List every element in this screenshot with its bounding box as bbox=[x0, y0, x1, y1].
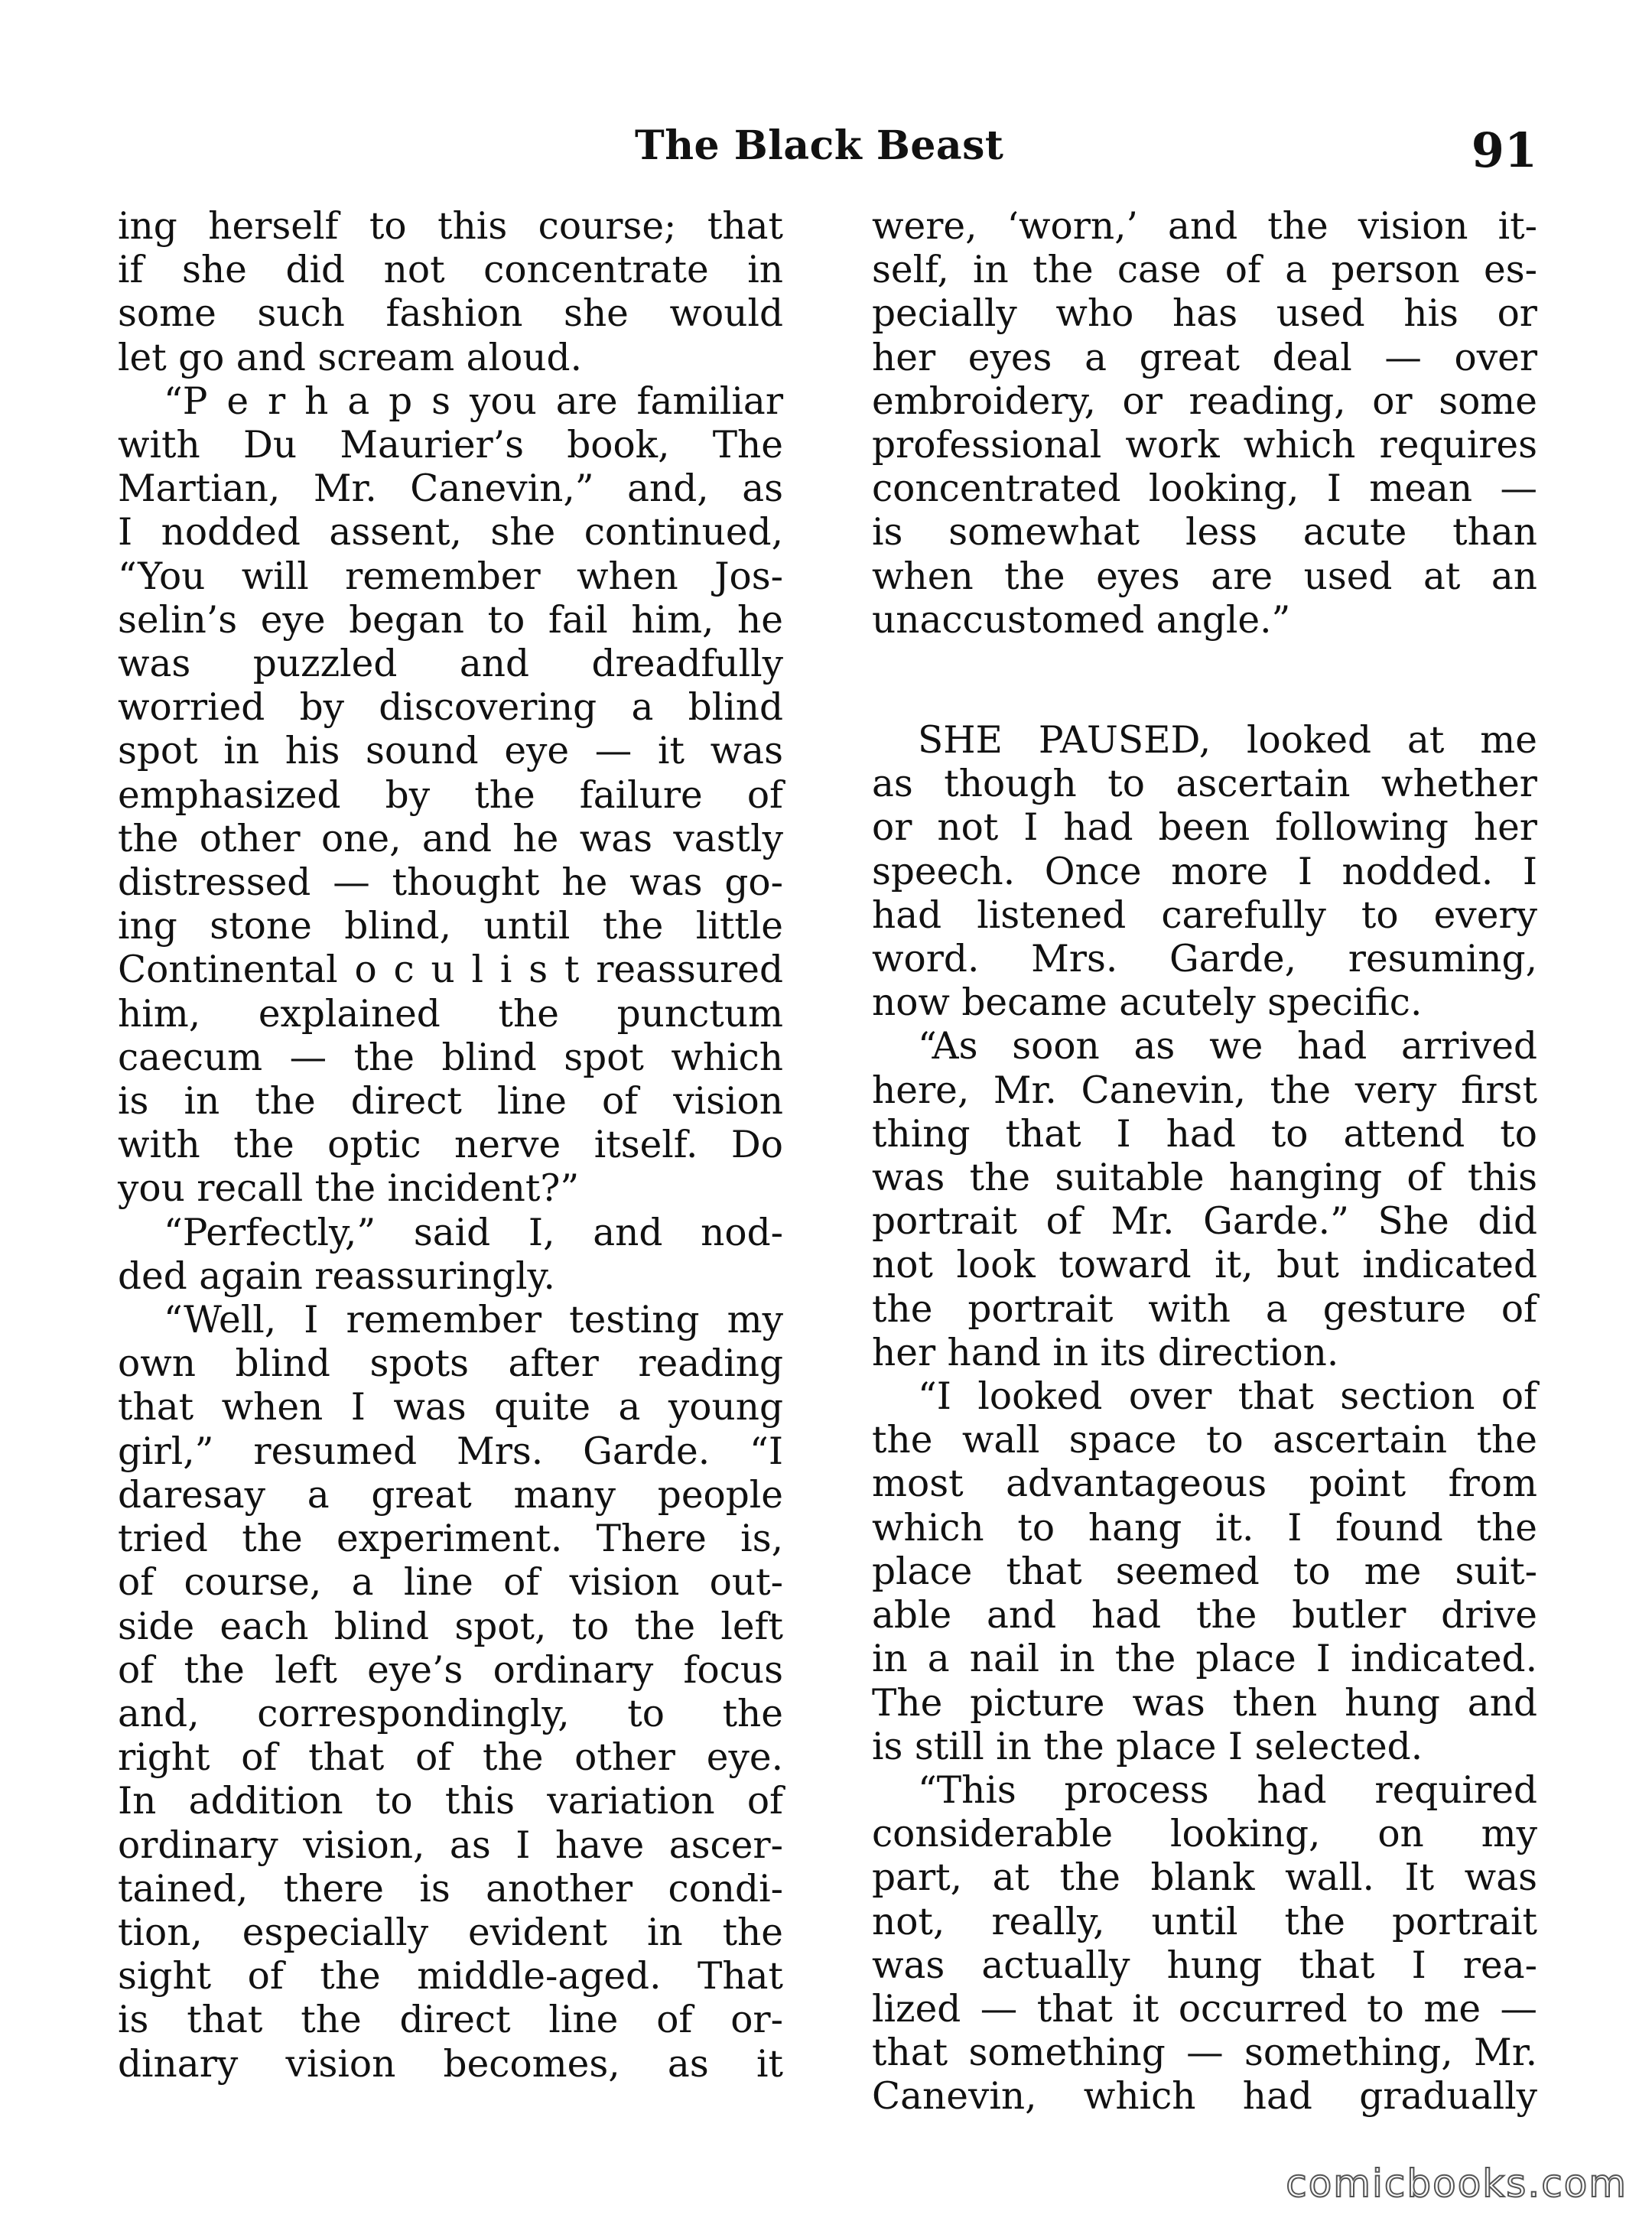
page-header bbox=[0, 122, 1652, 191]
text-line: of course, a line of vision out- bbox=[118, 1561, 783, 1605]
text-line: him, explained the punctum bbox=[118, 992, 783, 1036]
text-line: is somewhat less acute than bbox=[872, 511, 1537, 554]
text-line: with the optic nerve itself. Do bbox=[118, 1124, 783, 1167]
text-line: “This process had required bbox=[918, 1768, 1537, 1812]
text-line: tained, there is another condi- bbox=[118, 1867, 783, 1911]
text-line: part, at the blank wall. It was bbox=[872, 1856, 1537, 1900]
text-line: tried the experiment. There is, bbox=[118, 1517, 783, 1561]
text-line: I nodded assent, she continued, bbox=[118, 511, 783, 554]
text-line: ing herself to this course; that bbox=[118, 205, 783, 248]
text-line: “Well, I remember testing my bbox=[164, 1299, 783, 1342]
text-line: “Perfectly,” said I, and nod- bbox=[164, 1211, 783, 1254]
text-line: ded again reassuringly. bbox=[118, 1254, 555, 1298]
text-line: professional work which requires bbox=[872, 424, 1537, 467]
text-line: let go and scream aloud. bbox=[118, 336, 582, 379]
text-line: if she did not concentrate in bbox=[118, 249, 783, 292]
text-line: sight of the middle-aged. That bbox=[118, 1955, 783, 1998]
text-line: lized — that it occurred to me — bbox=[872, 1987, 1537, 2031]
left-text-column bbox=[118, 205, 783, 2086]
text-line: self, in the case of a person es- bbox=[872, 249, 1537, 292]
text-line: was puzzled and dreadfully bbox=[118, 642, 783, 686]
text-line: is still in the place I selected. bbox=[872, 1725, 1423, 1768]
text-line: dinary vision becomes, as it bbox=[118, 2042, 783, 2086]
text-line: speech. Once more I nodded. I bbox=[872, 850, 1537, 893]
text-line: thing that I had to attend to bbox=[872, 1112, 1537, 1156]
text-line: considerable looking, on my bbox=[872, 1813, 1537, 1856]
text-line: some such fashion she would bbox=[118, 292, 783, 336]
text-line: caecum — the blind spot which bbox=[118, 1036, 783, 1079]
text-line: distressed — thought he was go- bbox=[118, 861, 783, 905]
text-line: side each blind spot, to the left bbox=[118, 1605, 783, 1648]
right-text-column bbox=[872, 205, 1537, 2119]
text-line: were, ‘worn,’ and the vision it- bbox=[872, 205, 1537, 248]
text-line: the portrait with a gesture of bbox=[872, 1287, 1537, 1331]
text-line: was actually hung that I rea- bbox=[872, 1943, 1537, 1987]
text-line: here, Mr. Canevin, the very first bbox=[872, 1068, 1537, 1112]
text-line: “I looked over that section of bbox=[918, 1375, 1537, 1419]
watermark-logo: comicbooks.com bbox=[1286, 2161, 1628, 2206]
page-number: 91 bbox=[1471, 122, 1537, 178]
text-line: which to hang it. I found the bbox=[872, 1506, 1537, 1550]
text-line: ing stone blind, until the little bbox=[118, 905, 783, 948]
text-line: own blind spots after reading bbox=[118, 1342, 783, 1386]
text-line: “As soon as we had arrived bbox=[918, 1025, 1537, 1068]
text-line: or not I had been following her bbox=[872, 806, 1537, 850]
text-line: In addition to this variation of bbox=[118, 1780, 783, 1823]
section-gap bbox=[872, 642, 1537, 719]
text-line: is in the direct line of vision bbox=[118, 1080, 783, 1124]
text-line: selin’s eye began to fail him, he bbox=[118, 598, 783, 642]
text-line: you recall the incident?” bbox=[118, 1167, 580, 1211]
text-line: “You will remember when Jos- bbox=[118, 554, 783, 598]
text-line: had listened carefully to every bbox=[872, 893, 1537, 937]
text-line: unaccustomed angle.” bbox=[872, 598, 1291, 642]
text-line: right of that of the other eye. bbox=[118, 1736, 783, 1780]
text-line: with Du Maurier’s book, The bbox=[118, 424, 783, 467]
text-line: daresay a great many people bbox=[118, 1473, 783, 1517]
text-line: concentrated looking, I mean — bbox=[872, 467, 1537, 511]
text-line: embroidery, or reading, or some bbox=[872, 379, 1537, 423]
text-line: emphasized by the failure of bbox=[118, 773, 783, 817]
text-line: most advantageous point from bbox=[872, 1462, 1537, 1506]
text-line: not, really, until the portrait bbox=[872, 1900, 1537, 1943]
text-line: that when I was quite a young bbox=[118, 1386, 783, 1429]
text-line: spot in his sound eye — it was bbox=[118, 730, 783, 773]
text-line: SHE PAUSED, looked at me bbox=[918, 719, 1537, 763]
text-line: Martian, Mr. Canevin,” and, as bbox=[118, 467, 783, 511]
text-line: was the suitable hanging of this bbox=[872, 1156, 1537, 1200]
text-line: the other one, and he was vastly bbox=[118, 817, 783, 860]
text-line: pecially who has used his or bbox=[872, 292, 1537, 336]
text-line: her hand in its direction. bbox=[872, 1331, 1339, 1374]
text-line: the wall space to ascertain the bbox=[872, 1419, 1537, 1462]
text-line: able and had the butler drive bbox=[872, 1594, 1537, 1637]
text-line: Canevin, which had gradually bbox=[872, 2075, 1537, 2119]
text-line: not look toward it, but indicated bbox=[872, 1244, 1537, 1287]
text-line: girl,” resumed Mrs. Garde. “I bbox=[118, 1429, 783, 1473]
running-title: The Black Beast bbox=[635, 122, 1004, 169]
text-line: word. Mrs. Garde, resuming, bbox=[872, 938, 1537, 981]
text-line: tion, especially evident in the bbox=[118, 1911, 783, 1954]
text-line: that something — something, Mr. bbox=[872, 2031, 1537, 2075]
text-line: when the eyes are used at an bbox=[872, 554, 1537, 598]
text-line: portrait of Mr. Garde.” She did bbox=[872, 1200, 1537, 1244]
text-line: “P e r h a p s you are familiar bbox=[164, 379, 783, 423]
text-line: and, correspondingly, to the bbox=[118, 1692, 783, 1735]
text-line: The picture was then hung and bbox=[872, 1681, 1537, 1725]
text-line: is that the direct line of or- bbox=[118, 1998, 783, 2042]
text-line: ordinary vision, as I have ascer- bbox=[118, 1823, 783, 1867]
text-line: in a nail in the place I indicated. bbox=[872, 1637, 1537, 1681]
text-line: as though to ascertain whether bbox=[872, 763, 1537, 806]
text-line: worried by discovering a blind bbox=[118, 686, 783, 730]
text-line: now became acutely specific. bbox=[872, 981, 1423, 1025]
text-line: place that seemed to me suit- bbox=[872, 1550, 1537, 1593]
text-line: her eyes a great deal — over bbox=[872, 336, 1537, 379]
text-line: Continental o c u l i s t reassured bbox=[118, 948, 783, 992]
text-line: of the left eye’s ordinary focus bbox=[118, 1648, 783, 1692]
